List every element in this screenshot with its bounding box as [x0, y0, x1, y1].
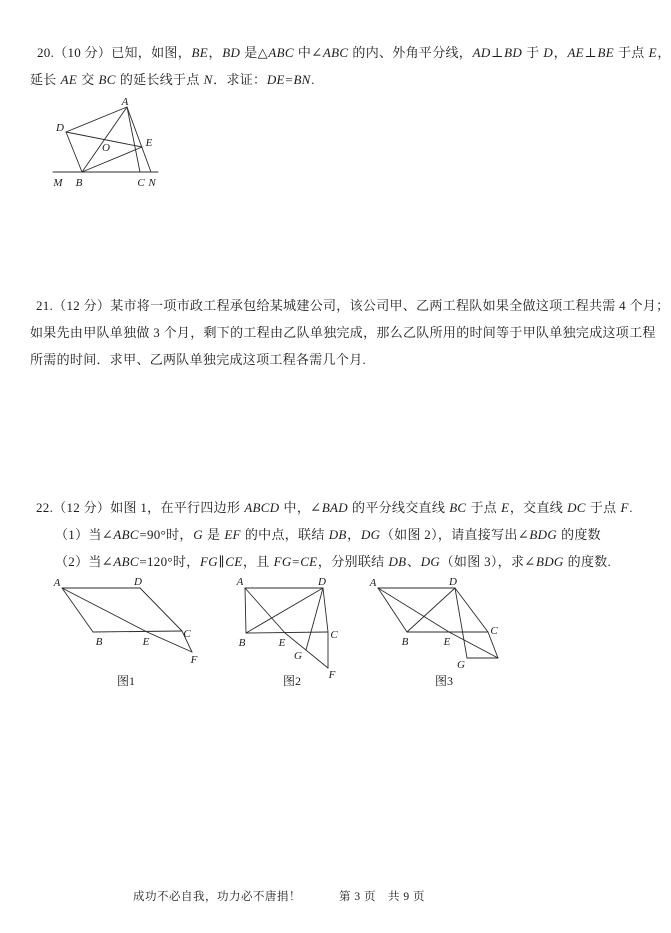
fig1-label-C: C — [183, 628, 191, 640]
fig1-line-DC — [140, 588, 182, 631]
point-label-C: C — [137, 177, 145, 189]
point-label-O: O — [102, 142, 110, 154]
figure-20-labels — [52, 96, 156, 189]
point-label-E: E — [145, 137, 153, 149]
fig2-label-G: G — [294, 650, 302, 662]
fig1-line-AB — [62, 588, 93, 632]
fig3-label-D: D — [449, 576, 457, 588]
point-label-A: A — [121, 96, 129, 108]
fig2-label-D: D — [318, 576, 326, 588]
fig2-caption: 图2 — [282, 674, 302, 688]
figure-problem-20 — [40, 95, 165, 190]
fig2-label-B: B — [238, 637, 246, 649]
figure-2-lines — [245, 588, 328, 668]
fig2-line-AB — [245, 588, 246, 633]
fig2-line-BD — [246, 588, 323, 633]
line-AC — [127, 107, 140, 172]
problem-22-item-1: （1）当∠ABC=90°时，G 是 EF 的中点，联结 DB，DG（如图 2），请直接写出∠BDG 的度数 — [55, 527, 601, 542]
problem-21-line-2: 如果先由甲队单独做 3 个月，剩下的工程由乙队单独完成，那么乙队所用的时间等于甲队单独完成这项工程 — [30, 325, 656, 340]
fig2-label-A: A — [236, 576, 244, 588]
figure-20-lines — [53, 107, 158, 172]
figure-1-lines — [62, 588, 192, 652]
problem-22-line-1: 22.（12 分）如图 1，在平行四边形 ABCD 中，∠BAD 的平分线交直线 BC 于点 E，交直线 DC 于点 F. — [36, 500, 633, 515]
fig1-label-B: B — [95, 636, 103, 648]
figure-3-lines — [378, 588, 498, 658]
point-label-N: N — [148, 177, 156, 189]
point-label-M: M — [53, 177, 63, 189]
problem-21-line-3: 所需的时间．求甲、乙两队单独完成这项工程各需几个月. — [30, 352, 367, 367]
problem-20-line-1: 20.（10 分）已知，如图，BE，BD 是△ABC 中∠ABC 的内、外角平分线，AD⊥BD 于 D，AE⊥BE 于点 E， — [37, 45, 671, 60]
fig1-line-AEF — [62, 588, 192, 652]
fig1-line-BC — [93, 631, 182, 632]
figures-problem-22 — [30, 575, 530, 693]
fig2-line-DG — [306, 588, 323, 650]
fig3-line-AEF — [378, 588, 498, 658]
point-label-B: B — [75, 177, 83, 189]
footer-page-number: 第 3 页 共 9 页 — [339, 891, 425, 903]
fig2-line-BC — [246, 632, 328, 633]
point-label-D: D — [56, 122, 64, 134]
fig1-label-D: D — [134, 576, 142, 588]
problem-21-line-1: 21.（12 分）某市将一项市政工程承包给某城建公司，该公司甲、乙两工程队如果全做这项工程共需 4 个月； — [36, 298, 670, 313]
fig3-label-B: B — [401, 636, 409, 648]
fig2-label-E: E — [278, 637, 286, 649]
fig3-caption: 图3 — [434, 674, 454, 688]
fig3-label-E: E — [443, 636, 451, 648]
fig3-label-C: C — [490, 625, 498, 637]
fig1-label-A: A — [53, 577, 61, 589]
fig3-line-DG — [455, 588, 467, 658]
fig2-label-C: C — [330, 629, 338, 641]
fig1-label-E: E — [142, 636, 150, 648]
footer-motto: 成功不必自我，功力必不唐捐！ — [133, 891, 301, 903]
problem-20-line-2: 延长 AE 交 BC 的延长线于点 N．求证：DE=BN. — [30, 72, 315, 87]
problem-22-item-2: （2）当∠ABC=120°时，FG∥CE，且 FG=CE，分别联结 DB、DG（如图 3），求∠BDG 的度数. — [55, 554, 612, 569]
fig1-label-F: F — [190, 654, 198, 666]
fig1-caption: 图1 — [116, 674, 136, 688]
line-DB — [66, 132, 82, 172]
fig3-label-A: A — [369, 577, 377, 589]
fig2-label-F: F — [328, 669, 336, 681]
fig3-label-G: G — [457, 659, 465, 671]
fig2-line-DCF — [323, 588, 328, 668]
fig2-line-AEF — [245, 588, 328, 668]
fig3-line-AB — [378, 588, 407, 632]
